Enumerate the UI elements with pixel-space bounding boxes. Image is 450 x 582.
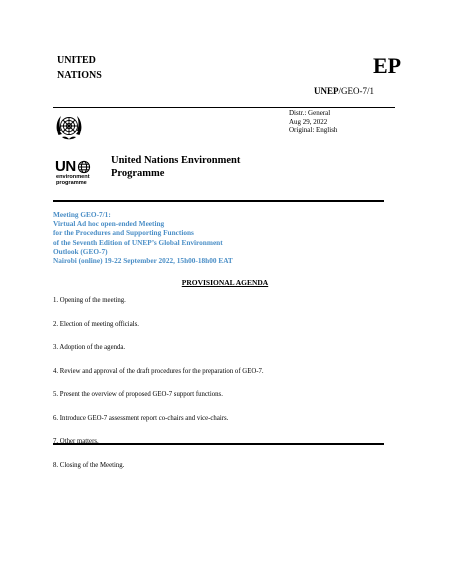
unep-logo — [55, 159, 95, 193]
org-header — [57, 53, 137, 83]
document-symbol — [314, 86, 374, 97]
section-rule-bottom — [53, 443, 384, 445]
meeting-line-3: for the Procedures and Supporting Functions — [53, 228, 194, 238]
agenda-item: 2. Election of meeting officials. — [53, 320, 139, 328]
logo-line-1: environment — [56, 174, 90, 180]
section-rule-top — [53, 200, 384, 202]
un-emblem-icon — [53, 111, 85, 143]
agenda-item: 5. Present the overview of proposed GEO-7 support functions. — [53, 391, 223, 398]
original-language: Original: English — [289, 126, 338, 134]
distribution: Distr.: General — [289, 109, 331, 117]
organization-name: United Nations Environment Programme — [111, 155, 241, 179]
agenda-item: 7. Other matters. — [53, 438, 99, 445]
symbol-suffix: /GEO-7/1 — [338, 86, 374, 96]
agenda-title: PROVISIONAL AGENDA — [181, 278, 269, 287]
org-line-1: UNITED — [57, 55, 96, 66]
org-line-2: NATIONS — [57, 70, 102, 81]
agenda-item: 3. Adoption of the agenda. — [53, 344, 126, 351]
un-letters: UN — [55, 158, 76, 175]
globe-icon — [77, 160, 91, 174]
meeting-line-6: Nairobi (online) 19-22 September 2022, 15h00-18h00 EAT — [53, 256, 233, 266]
agenda-item: 4. Review and approval of the draft procedures for the preparation of GEO-7. — [53, 367, 264, 375]
agenda-item: 1. Opening of the meeting. — [53, 297, 126, 304]
logo-line-2: programme — [56, 180, 87, 186]
meeting-line-4: of the Seventh Edition of UNEP’s Global Environment — [53, 237, 223, 247]
meeting-line-1: Meeting GEO-7/1: — [53, 210, 111, 219]
agenda-item: 8. Closing of the Meeting. — [53, 461, 125, 469]
document-meta — [289, 109, 389, 135]
un-wordmark — [55, 159, 95, 174]
meeting-line-2: Virtual Ad hoc open-ended Meeting — [53, 219, 165, 229]
meeting-line-5: Outlook (GEO-7) — [53, 246, 108, 256]
meeting-block — [53, 210, 293, 265]
document-code: EP — [373, 53, 402, 78]
symbol-prefix: UNEP — [314, 86, 339, 96]
header-rule — [53, 107, 395, 108]
document-date: Aug 29, 2022 — [289, 117, 328, 126]
agenda-list — [53, 296, 393, 484]
agenda-item: 6. Introduce GEO-7 assessment report co-chairs and vice-chairs. — [53, 414, 229, 422]
